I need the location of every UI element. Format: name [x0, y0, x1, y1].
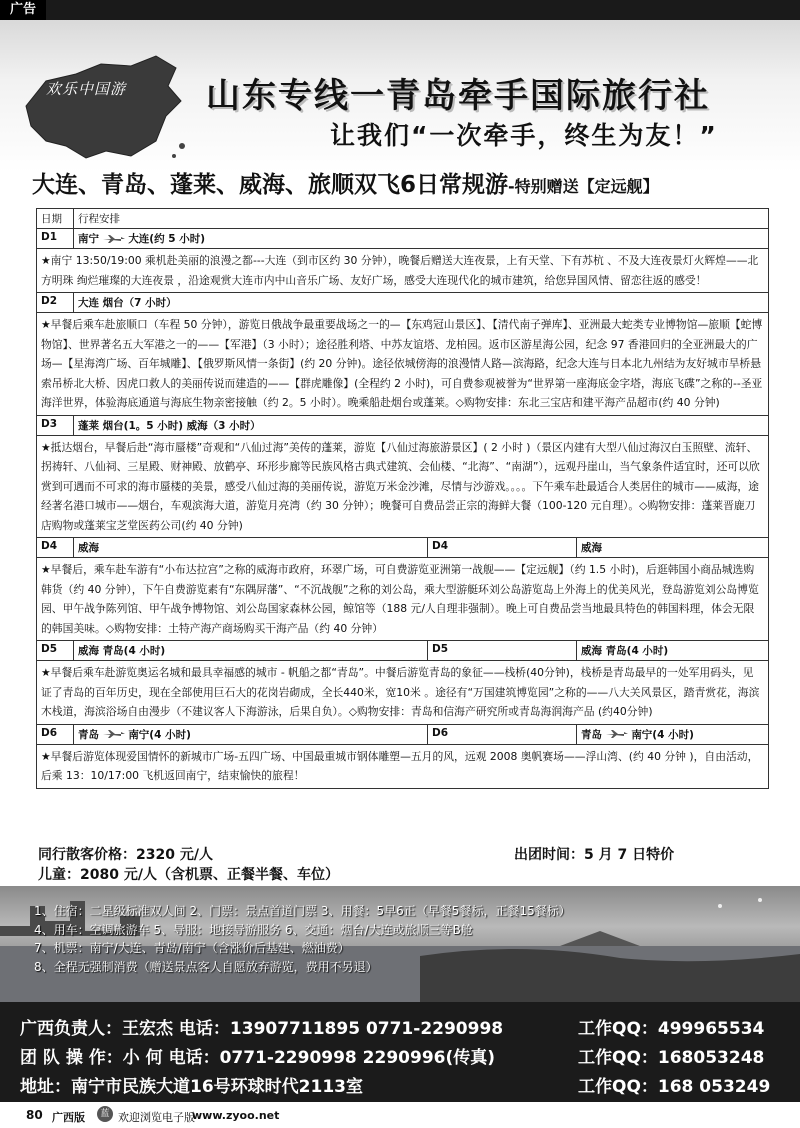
day-label-repeat: D4: [428, 538, 577, 558]
day-5-route: 威海 青岛(4 小时): [74, 641, 428, 661]
adult-price: 同行散客价格：2320 元/人: [38, 847, 213, 863]
slogan: 让我们“一次牵手，终生为友！”: [330, 121, 718, 150]
day-6-desc-row: [37, 744, 769, 788]
day-5-route-repeat: 威海 青岛(4 小时): [577, 641, 769, 661]
route-to: 大连(约 5 小时): [128, 233, 206, 245]
day-label-repeat: D6: [428, 724, 577, 744]
tour-name: 大连、青岛、蓬莱、威海、旅顺双飞6日常规游: [32, 172, 509, 198]
day-1-route: [74, 229, 769, 249]
departure-time: 出团时间：5 月 7 日特价: [514, 847, 675, 863]
day-4-route: 威海: [74, 538, 428, 558]
qq-1: 工作QQ：499965534: [578, 1019, 765, 1039]
top-bar: [0, 0, 800, 20]
day-2-desc-row: [37, 313, 769, 416]
price-section: [36, 844, 769, 886]
day-3-description: ★抵达烟台，早餐后赴“海市蜃楼”奇观和“八仙过海”美传的蓬莱，游览【八仙过海旅游景区】( 2 小时 )（景区内建有大型八仙过海汉白玉照壁、流轩、拐祷轩、八仙祠、三星殿、财神殿、放鹤亭、环形步廊等民族风格古典式建筑、会仙楼、“北海”、“南湖”），远观丹崖山，当气象条件适宜时，还可以欣赏到可遇而不可求的海市蜃楼的美景，感受八仙过海的美丽传说，游览万米金沙滩，尽情与沙游戏。。。。下午乘车赴最适合人类居住的城市——威海，途经著名港口城市——烟台，车观滨海大道，游览月亮湾（约 30 分钟）；晚餐可自费品尝正宗的海鲜大餐（100-120 元自理）。◇购物安排：蓬莱晋鹿刀店购物或蓬莱宝芝堂医药公司(约 40 分钟): [37, 435, 769, 538]
airplane-icon: [103, 730, 125, 739]
contact-operator: 团 队 操 作：小 何 电话：0771-2290998 2290996(传真): [20, 1048, 496, 1068]
airplane-icon: [606, 730, 628, 739]
contact-manager: 广西负责人：王宏杰 电话：13907711895 0771-2290998: [20, 1019, 504, 1039]
page-number: 80: [26, 1108, 43, 1122]
route-to: 南宁(4 小时): [631, 728, 694, 741]
tour-offer-title: [32, 166, 659, 199]
day-4-title-row: [37, 538, 769, 558]
day-6-route: [74, 724, 428, 744]
logo-icon: 蓝: [97, 1106, 113, 1122]
day-label: D2: [37, 293, 74, 313]
day-6-title-row: [37, 724, 769, 744]
day-2-route: 大连 烟台（7 小时）: [74, 293, 769, 313]
day-3-title-row: [37, 415, 769, 435]
website-link[interactable]: www.zyoo.net: [192, 1109, 280, 1122]
day-4-description: ★早餐后，乘车赴车游有“小布达拉宫”之称的威海市政府，环翠广场，可自费游览亚洲第一战舰——【定远舰】（约 1.5 小时)，后逛韩国小商品城选购韩货（约 40 分钟），下午自费游览素有“东隅屏藩”、“不沉战舰”之称的刘公岛，乘大型游艇环刘公岛游览岛上外海上的优美风光，登岛游览刘公岛博览园、甲午战争陈列馆、甲午战争博物馆、刘公岛国家森林公园，鲸馆等（188 元/人自理非强制）。晚上可自费品尝当地最具特色的韩国料理，体会无限的韩国美味。◇购物安排：土特产海产商场购买干海产品（约 40 分钟）: [37, 558, 769, 641]
edition-label: 广西版: [52, 1111, 85, 1124]
day-1-title-row: [37, 229, 769, 249]
day-label: D4: [37, 538, 74, 558]
day-label: D1: [37, 229, 74, 249]
child-price: 儿童：2080 元/人（含机票、正餐半餐、车位）: [38, 867, 339, 883]
header-banner: [0, 20, 800, 172]
ad-tag: 广告: [0, 0, 46, 20]
day-5-desc-row: [37, 661, 769, 725]
note-item: 4、用车：空调旅游车 5、导服：地接导游服务 6、交通：烟台/大连或旅顺三等B舱: [34, 922, 473, 937]
day-label-repeat: D5: [428, 641, 577, 661]
route-from: 青岛: [78, 728, 99, 741]
day-5-description: ★早餐后乘车赴游览奥运名城和最具幸福感的城市 - 帆船之都“青岛”。中餐后游览青岛的象征——栈桥(40分钟)，栈桥是青岛最早的一处军用码头，见证了青岛的百年历史，现在全部使用巨石大的花岗岩砌成，全长440米，宽10米 。途径有“万国建筑博览园”之称的——八大关风景区，踏青赏花，海滨木栈道，海滨浴场自由漫步（不建议客人下海游泳，后果自负）。◇购物安排：青岛和信海产研究所或青岛海润海产品 (约40分钟): [37, 661, 769, 725]
day-6-description: ★早餐后游览体现爱国情怀的新城市广场-五四广场、中国最重城市钢体雕塑—五月的风，远观 2008 奥帆赛场——浮山湾、(约 40 分钟 )，自由活动，后乘 13：10/17:00 飞机返回南宁，结束愉快的旅程！: [37, 744, 769, 788]
route-to: 南宁(4 小时): [128, 728, 191, 741]
itinerary-table: [36, 208, 769, 789]
day-3-route: 蓬莱 烟台(1。5 小时) 威海（3 小时）: [74, 415, 769, 435]
day-label: D3: [37, 415, 74, 435]
day-1-description: ★南宁 13:50/19:00 乘机赴美丽的浪漫之都---大连（到市区约 30 分钟），晚餐后赠送大连夜景，上有天堂、下有苏杭 、不及大连夜景灯火辉煌——北方明珠 绚烂璀璨的大连夜景 ，沿途观赏大连市内中山音乐广场、友好广场，感受大连现代化的城市建筑，给您异国风情、留恋往返的感受！: [37, 249, 769, 293]
china-map-graphic: [6, 46, 196, 166]
day-6-route-repeat: [577, 724, 769, 744]
qq-2: 工作QQ：168053248: [578, 1048, 765, 1068]
agency-title: 山东专线一青岛牵手国际旅行社: [206, 76, 710, 116]
page-footer: [0, 1102, 800, 1128]
table-header-row: [37, 209, 769, 229]
note-item: 8、全程无强制消费（赠送景点客人自愿放弃游览，费用不另退）: [34, 959, 378, 974]
date-header: 日期: [37, 209, 74, 229]
footer-text: 欢迎浏览电子版: [118, 1111, 195, 1124]
route-from: 青岛: [581, 728, 602, 741]
day-label: D6: [37, 724, 74, 744]
route-from: 南宁: [78, 233, 99, 245]
day-2-description: ★早餐后乘车赴旅顺口（车程 50 分钟），游览日俄战争最重要战场之一的—【东鸡冠山景区】、【清代南子弹库】、亚洲最大蛇类专业博物馆—旅顺【蛇博物馆】、世界著名五大军港之一的——【军港】（3 小时）；途径胜利塔、中苏友谊塔、龙柏园。返市区游星海公园，纪念 97 香港回归的全亚洲最大的广场—【星海湾广场、百年城雕】、【俄罗斯风情一条街】(约 20 分钟)。途径依城傍海的浪漫情人路—滨海路，纪念大连与日本北九州结为友好城市旱桥悬索吊桥北大桥、因虎口救人的美丽传说而建造的——【群虎雕像】(全程约 2 小时)，可自费参观被誉为“世界第一座海底金字塔，海底飞碟”之称的--圣亚海洋世界，体验海底通道与海底生物亲密接触（约 2。5 小时）。晚乘船赴烟台或蓬莱。◇购物安排：东北三宝店和建平海产品超市(约 40 分钟): [37, 313, 769, 416]
note-item: 7、机票：南宁/大连、青岛/南宁（含涨价后基建、燃油费）: [34, 941, 350, 955]
day-label: D5: [37, 641, 74, 661]
day-5-title-row: [37, 641, 769, 661]
day-4-desc-row: [37, 558, 769, 641]
day-3-desc-row: [37, 435, 769, 538]
gift-text: -特别赠送【定远舰】: [508, 177, 659, 196]
airplane-icon: [103, 235, 125, 244]
notes-list: [34, 902, 571, 976]
day-1-desc-row: [37, 249, 769, 293]
day-4-route-repeat: 威海: [577, 538, 769, 558]
contact-address: 地址：南宁市民族大道16号环球时代2113室: [20, 1077, 363, 1097]
map-caption: 欢乐中国游: [46, 80, 127, 98]
contact-panel: [0, 1002, 800, 1102]
note-item: 1、住宿：二星级标准双人间 2、门票：景点首道门票 3、用餐：5早6正（早餐5餐标，正餐15餐标）: [34, 904, 571, 918]
qq-3: 工作QQ：168 053249: [578, 1077, 771, 1097]
plan-header: 行程安排: [74, 209, 769, 229]
day-2-title-row: [37, 293, 769, 313]
